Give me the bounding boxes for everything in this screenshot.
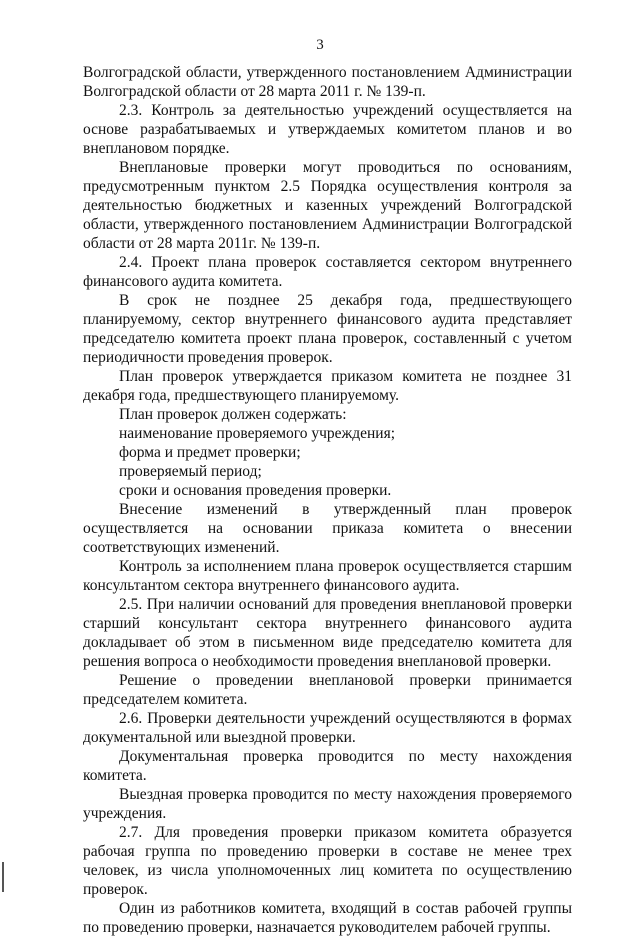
paragraph-2-7: 2.7. Для проведения проверки приказом комитета образуется рабочая группа по проведению проверки в составе не менее трех человек, из числа уполномоченных лиц комитета по осуществлению проверок. bbox=[83, 824, 572, 898]
paragraph-changes: Внесение изменений в утвержденный план проверок осуществляется на основании приказа комитета о внесении соответствующих изменений. bbox=[83, 501, 572, 556]
paragraph-2-6: 2.6. Проверки деятельности учреждений осуществляются в формах документальной или выездной проверки. bbox=[83, 710, 572, 746]
page-number: 3 bbox=[316, 37, 324, 53]
paragraph-2-3: 2.3. Контроль за деятельностью учреждений осуществляется на основе разрабатываемых и утверждаемых комитетом планов и во внеплановом порядке. bbox=[83, 102, 572, 157]
paragraph-2-5: 2.5. При наличии оснований для проведения внеплановой проверки старший консультант сектора внутреннего финансового аудита докладывает об этом в письменном виде председателю комитета для решения вопроса о необходимости проведения внеплановой проверки. bbox=[83, 596, 572, 670]
paragraph-deadline-25: В срок не позднее 25 декабря года, предшествующего планируемому, сектор внутреннего финансового аудита представляет председателю комитета проект плана проверок, составленный с учетом периодичности проведения проверок. bbox=[83, 292, 572, 366]
list-item-period: проверяемый период; bbox=[119, 463, 262, 480]
list-item-terms-grounds: сроки и основания проведения проверки. bbox=[119, 482, 392, 499]
paragraph-approval-31: План проверок утверждается приказом комитета не позднее 31 декабря года, предшествующего планируемому. bbox=[83, 368, 572, 404]
list-item-institution-name: наименование проверяемого учреждения; bbox=[119, 425, 396, 442]
list-item-form-subject: форма и предмет проверки; bbox=[119, 444, 301, 461]
scan-edge-mark bbox=[2, 862, 4, 892]
paragraph-documentary: Документальная проверка проводится по месту нахождения комитета. bbox=[83, 748, 572, 784]
paragraph-unplanned: Внеплановые проверки могут проводиться по основаниям, предусмотренным пунктом 2.5 Порядка осуществления контроля за деятельностью бюджетных и казенных учреждений Волгоградской области, утвержденного постановлением Администрации Волгоградской области от 28 марта 2011г. № 139-п. bbox=[83, 159, 572, 252]
paragraph-1: Волгоградской области, утвержденного постановлением Администрации Волгоградской области от 28 марта 2011 г. № 139-п. bbox=[83, 64, 572, 100]
paragraph-plan-contents: План проверок должен содержать: bbox=[119, 406, 347, 423]
paragraph-2-4: 2.4. Проект плана проверок составляется сектором внутреннего финансового аудита комитета. bbox=[83, 254, 572, 290]
paragraph-onsite: Выездная проверка проводится по месту нахождения проверяемого учреждения. bbox=[83, 786, 572, 822]
paragraph-control: Контроль за исполнением плана проверок осуществляется старшим консультантом сектора внутреннего финансового аудита. bbox=[83, 558, 572, 594]
paragraph-decision: Решение о проведении внеплановой проверки принимается председателем комитета. bbox=[83, 672, 572, 708]
document-body bbox=[83, 63, 572, 937]
paragraph-group-leader: Один из работников комитета, входящий в состав рабочей группы по проведению проверки, назначается руководителем рабочей группы. bbox=[83, 900, 572, 936]
